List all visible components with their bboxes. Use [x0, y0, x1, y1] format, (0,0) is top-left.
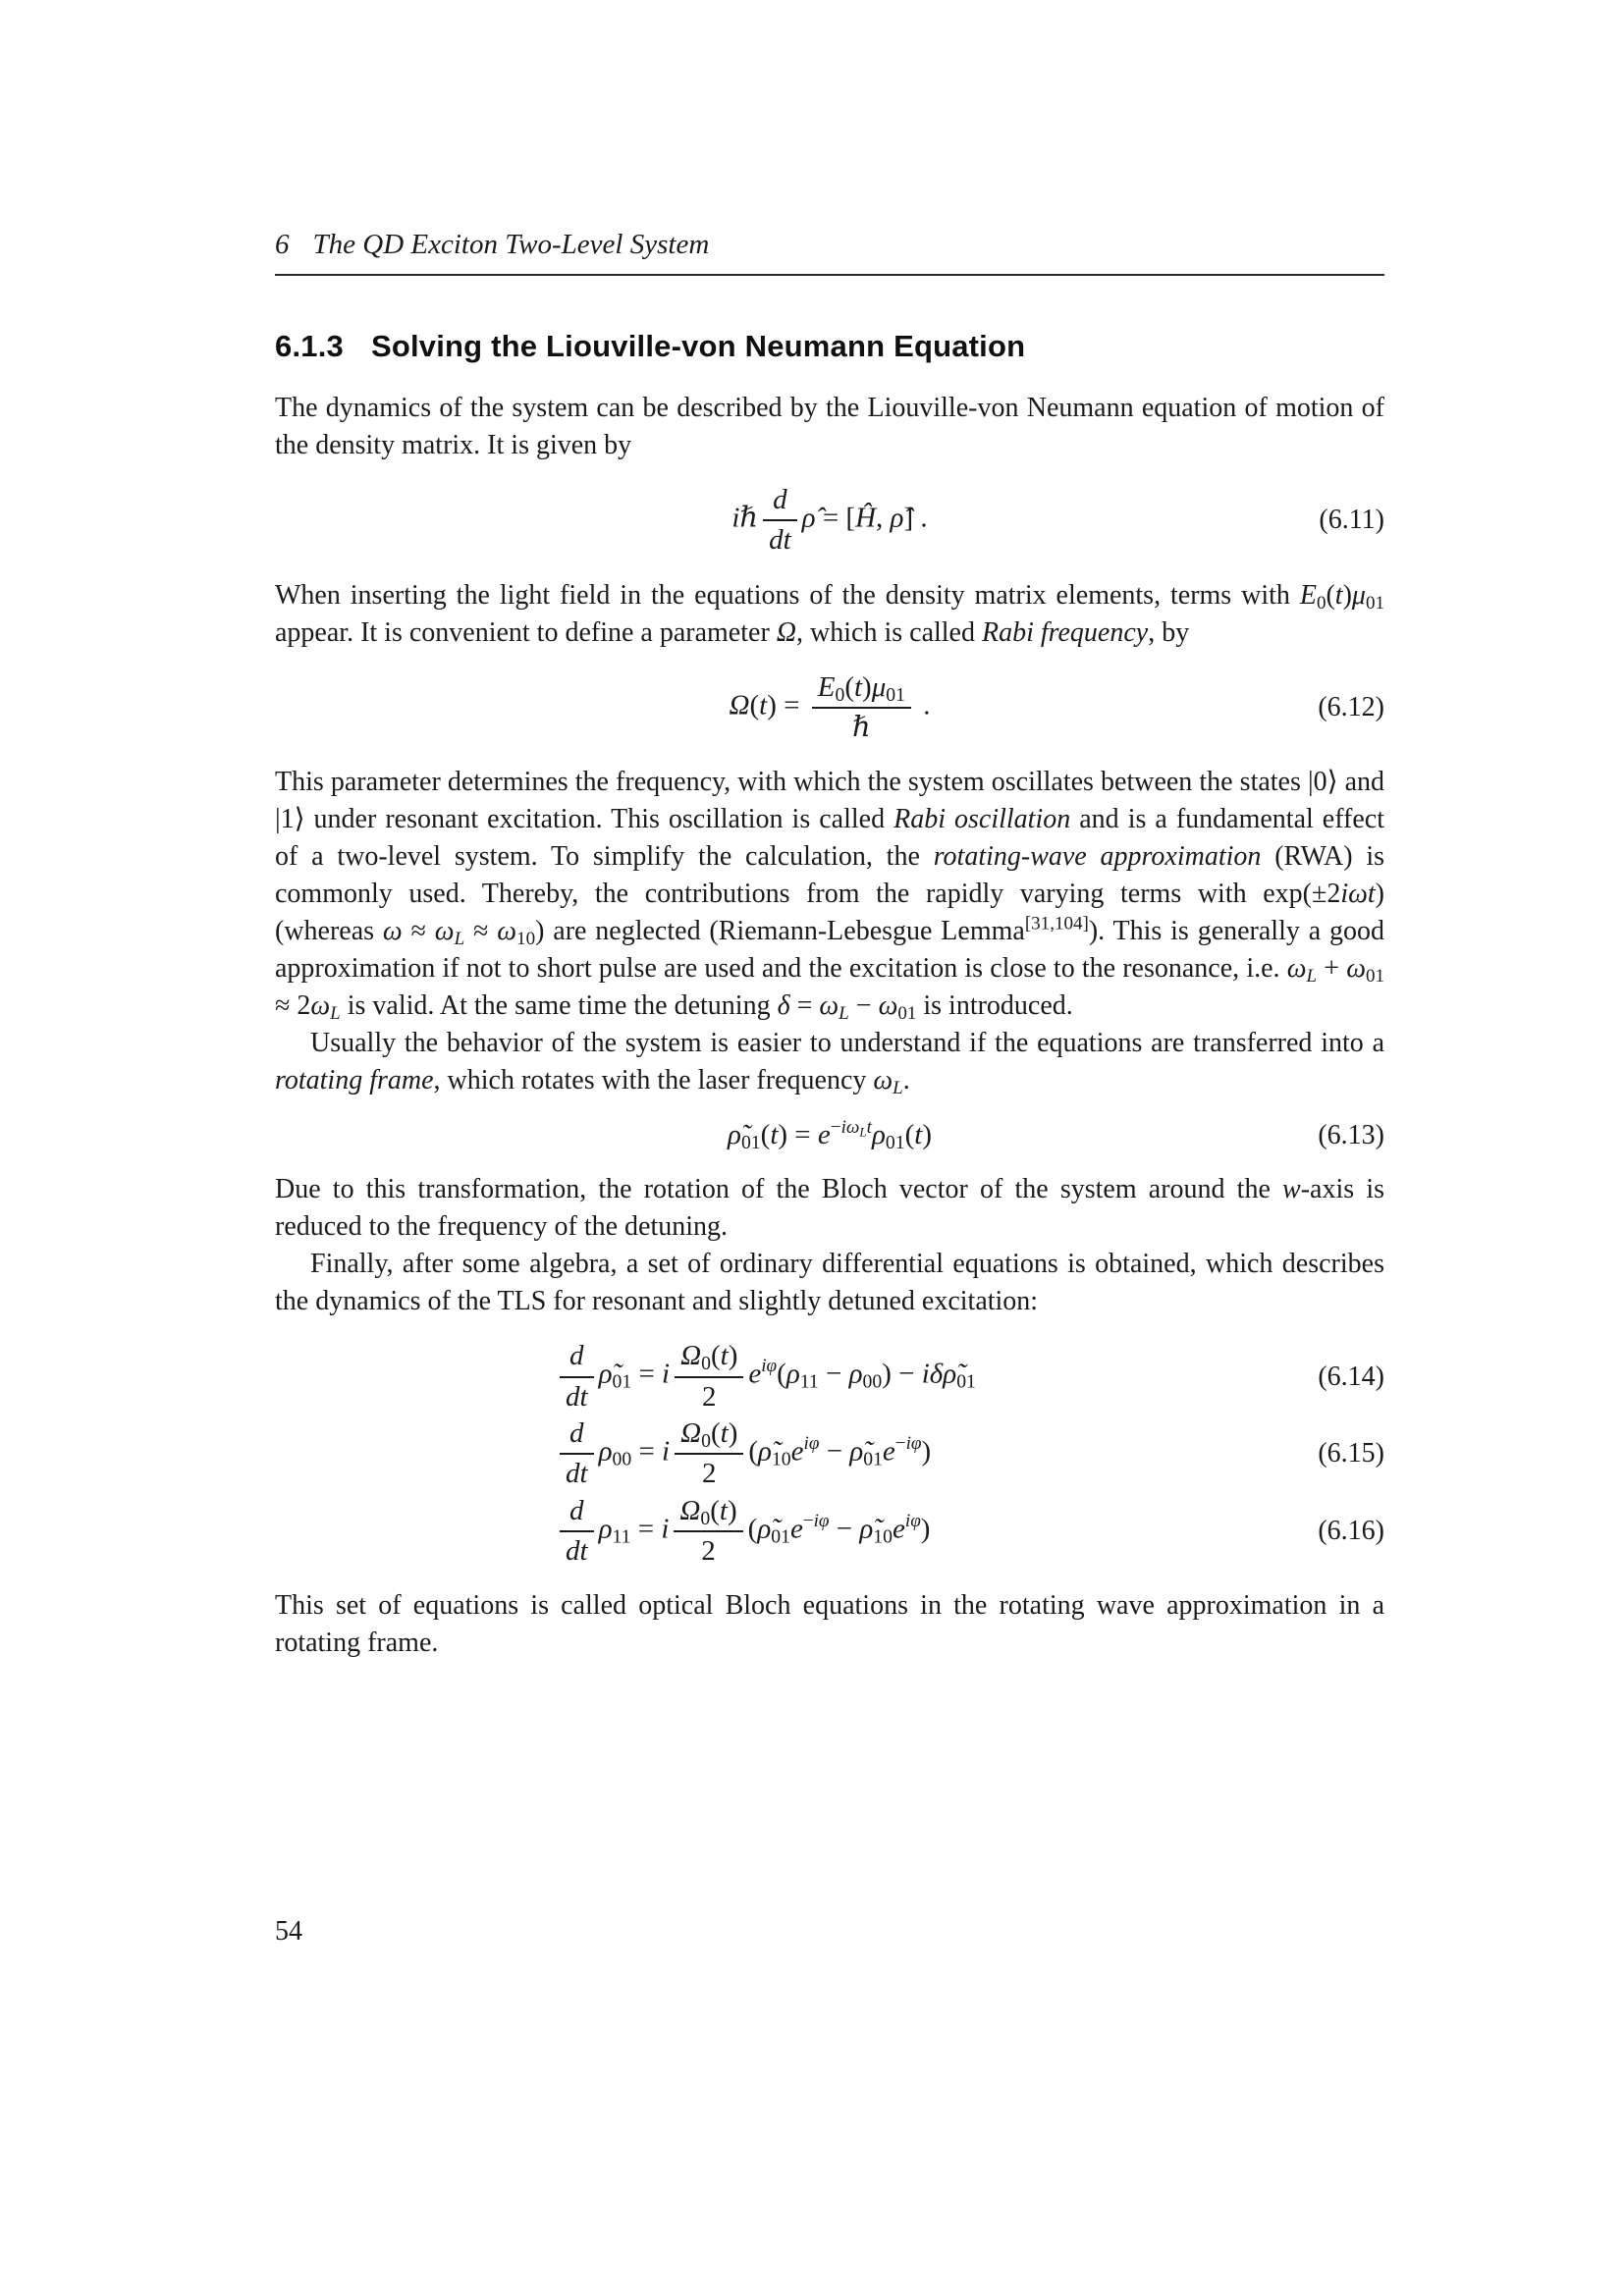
- section-heading: [275, 329, 1384, 364]
- equation-6-11: [275, 484, 1384, 558]
- equation-6-15-label: (6.15): [1318, 1438, 1384, 1469]
- equation-6-14: [275, 1340, 1384, 1414]
- equation-6-16-math: $\frac{d}{dt}$ ρ11 = i $\frac{\Omega 0(t)}{2}$ ($\rhõ01e^{-i\varphi}$ − $\rhõ10e^{i\varphi}$): [555, 1495, 930, 1569]
- paragraph-rotating-frame: Usually the behavior of the system is easier to understand if the equations are transferred into a rotating frame, which rotates with the laser frequency ωL.: [275, 1028, 1384, 1099]
- equation-6-13-math: ρ̃01(t) = $e^{-i\omega Lt}\rho 01(t)$: [728, 1116, 932, 1154]
- equation-6-16: [275, 1495, 1384, 1569]
- section-number: 6.1.3: [275, 329, 344, 363]
- equation-group-bloch: [275, 1340, 1384, 1568]
- chapter-title: The QD Exciton Two-Level System: [312, 229, 710, 260]
- equation-6-12: [275, 671, 1384, 745]
- running-header-text: [275, 228, 1384, 261]
- equation-6-15: [275, 1417, 1384, 1491]
- equation-6-14-label: (6.14): [1318, 1361, 1384, 1392]
- equation-6-16-label: (6.16): [1318, 1516, 1384, 1547]
- equation-6-11-math: iℏ $\frac{d}{dt}$ ρ̂ = [Ĥ, ρ̂] .: [731, 484, 928, 557]
- paragraph-dynamics-intro: The dynamics of the system can be described by the Liouville-von Neumann equation of motion of the density matrix. It is given by: [275, 393, 1384, 460]
- running-header: [275, 228, 1384, 276]
- header-rule: [275, 274, 1384, 276]
- paragraph-ode-set: Finally, after some algebra, a set of ordinary differential equations is obtained, which describes the dynamics of the TLS for resonant and slightly detuned excitation:: [275, 1249, 1384, 1317]
- equation-6-11-label: (6.11): [1319, 505, 1384, 536]
- section-title: Solving the Liouville-von Neumann Equation: [370, 329, 1026, 363]
- paragraph-light-field: When inserting the light field in the equations of the density matrix elements, terms with E0(t)μ01 appear. It is convenient to define a parameter Ω, which is called Rabi frequency, by: [275, 579, 1384, 648]
- equation-6-13: [275, 1116, 1384, 1154]
- paragraph-bloch-vector: Due to this transformation, the rotation of the Bloch vector of the system around the w-axis is reduced to the frequency of the detuning.: [275, 1174, 1384, 1243]
- equation-6-13-label: (6.13): [1318, 1119, 1384, 1150]
- paragraph-rabi-rwa: This parameter determines the frequency, with which the system oscillates between the states |0⟩ and |1⟩ under resonant excitation. This oscillation is called Rabi oscillation and is a fundamental effect of a two-level system. To simplify the calculation, the rotating-wave approximation (RWA) is commonly used. Thereby, the contributions from the rapidly varying terms with exp(±2iωt) (whereas ω ≈ ωL ≈ ω10) are neglected (Riemann-Lebesgue Lemma[31,104]). This is generally a good approximation if not to short pulse are used and the excitation is close to the resonance, i.e. ωL + ω01 ≈ 2ωL is valid. At the same time the detuning δ = ωL − ω01 is introduced.: [275, 767, 1385, 1025]
- equation-6-12-label: (6.12): [1318, 692, 1384, 723]
- equation-6-15-math: $\frac{d}{dt}$ ρ00 = i $\frac{\Omega 0(t)}{2}$ ($\rhõ10e^{i\varphi}$ − $\rhõ01e^{-i\varphi}$): [555, 1417, 931, 1491]
- equation-6-12-math: Ω(t) = $\frac{E0(t)\mu 01}{\text{ℏ}}$ .: [729, 670, 931, 744]
- equation-6-14-math: $\frac{d}{dt}$ ρ̃01 = i $\frac{\Omega 0(t)}{2}$ $e^{i\varphi}(\rho 11 - \rho 00)$ − iδρ̃01: [555, 1340, 976, 1414]
- chapter-number: 6: [275, 229, 290, 260]
- page-number: 54: [275, 1916, 302, 1947]
- paragraph-optical-bloch: This set of equations is called optical Bloch equations in the rotating wave approximation in a rotating frame.: [275, 1590, 1384, 1659]
